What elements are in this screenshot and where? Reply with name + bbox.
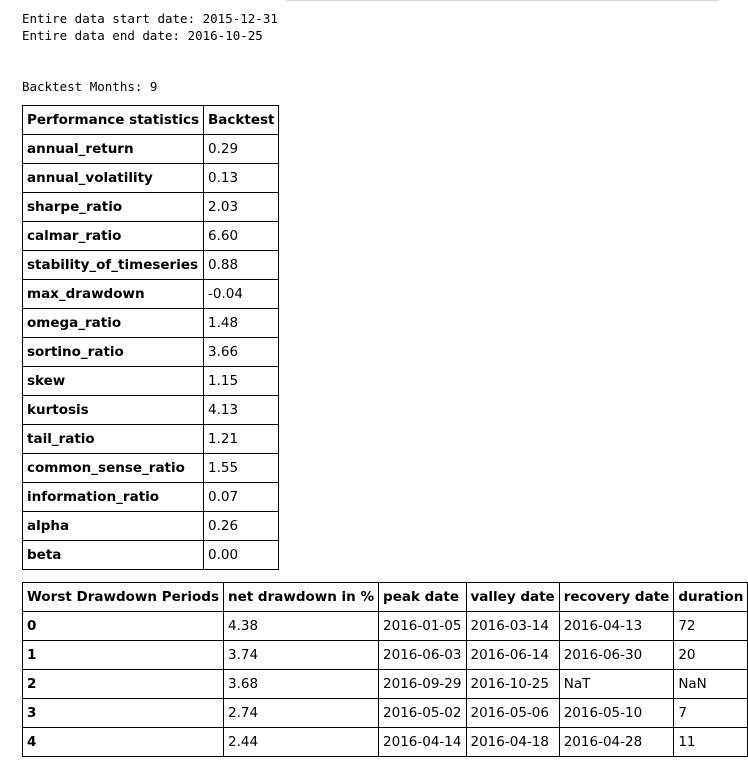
column-header-peak-date: peak date	[379, 583, 466, 612]
table-row	[23, 251, 279, 280]
table-row	[23, 222, 279, 251]
performance-statistics-table	[22, 105, 279, 570]
stat-name-cell: calmar_ratio	[23, 222, 204, 251]
period-index-cell: 1	[23, 641, 224, 670]
stat-name-cell: common_sense_ratio	[23, 454, 204, 483]
net-drawdown-cell: 2.74	[224, 699, 379, 728]
table-row	[23, 396, 279, 425]
net-drawdown-cell: 2.44	[224, 728, 379, 757]
output-cell-top-border	[286, 0, 719, 3]
stat-value-cell: 0.29	[204, 135, 279, 164]
table-row	[23, 367, 279, 396]
stat-name-cell: sortino_ratio	[23, 338, 204, 367]
table-row	[23, 541, 279, 570]
stat-name-cell: skew	[23, 367, 204, 396]
duration-cell: NaN	[674, 670, 748, 699]
peak-date-cell: 2016-05-02	[379, 699, 466, 728]
stat-name-cell: kurtosis	[23, 396, 204, 425]
peak-date-cell: 2016-06-03	[379, 641, 466, 670]
recovery-date-cell: 2016-04-13	[559, 612, 674, 641]
table-row	[23, 670, 748, 699]
stat-value-cell: 0.00	[204, 541, 279, 570]
stat-value-cell: 0.07	[204, 483, 279, 512]
stat-value-cell: 3.66	[204, 338, 279, 367]
valley-date-cell: 2016-04-18	[466, 728, 559, 757]
table-row	[23, 454, 279, 483]
duration-cell: 11	[674, 728, 748, 757]
stat-name-cell: max_drawdown	[23, 280, 204, 309]
column-header-valley-date: valley date	[466, 583, 559, 612]
worst-drawdown-periods-table	[22, 582, 748, 757]
stat-value-cell: 6.60	[204, 222, 279, 251]
stat-value-cell: 0.13	[204, 164, 279, 193]
stat-value-cell: 0.26	[204, 512, 279, 541]
table-row	[23, 728, 748, 757]
stat-value-cell: -0.04	[204, 280, 279, 309]
column-header-backtest: Backtest	[204, 106, 279, 135]
peak-date-cell: 2016-09-29	[379, 670, 466, 699]
net-drawdown-cell: 3.68	[224, 670, 379, 699]
stat-value-cell: 1.55	[204, 454, 279, 483]
peak-date-cell: 2016-04-14	[379, 728, 466, 757]
duration-cell: 7	[674, 699, 748, 728]
table-row	[23, 425, 279, 454]
stat-value-cell: 2.03	[204, 193, 279, 222]
table-row	[23, 483, 279, 512]
recovery-date-cell: NaT	[559, 670, 674, 699]
table-row	[23, 193, 279, 222]
valley-date-cell: 2016-10-25	[466, 670, 559, 699]
duration-cell: 72	[674, 612, 748, 641]
duration-cell: 20	[674, 641, 748, 670]
stat-value-cell: 0.88	[204, 251, 279, 280]
stat-name-cell: omega_ratio	[23, 309, 204, 338]
stat-value-cell: 1.48	[204, 309, 279, 338]
column-header-performance-statistics: Performance statistics	[23, 106, 204, 135]
column-header-worst-drawdown-periods: Worst Drawdown Periods	[23, 583, 224, 612]
table-header-row	[23, 583, 748, 612]
table-row	[23, 699, 748, 728]
stat-name-cell: beta	[23, 541, 204, 570]
stat-name-cell: sharpe_ratio	[23, 193, 204, 222]
valley-date-cell: 2016-06-14	[466, 641, 559, 670]
net-drawdown-cell: 3.74	[224, 641, 379, 670]
period-index-cell: 2	[23, 670, 224, 699]
column-header-recovery-date: recovery date	[559, 583, 674, 612]
table-row	[23, 280, 279, 309]
stat-value-cell: 1.21	[204, 425, 279, 454]
valley-date-cell: 2016-05-06	[466, 699, 559, 728]
table-row	[23, 641, 748, 670]
valley-date-cell: 2016-03-14	[466, 612, 559, 641]
stat-name-cell: information_ratio	[23, 483, 204, 512]
data-end-date-text: Entire data end date: 2016-10-25	[22, 28, 263, 43]
table-row	[23, 512, 279, 541]
stat-value-cell: 4.13	[204, 396, 279, 425]
net-drawdown-cell: 4.38	[224, 612, 379, 641]
backtest-months-text: Backtest Months: 9	[22, 79, 158, 94]
stat-name-cell: stability_of_timeseries	[23, 251, 204, 280]
period-index-cell: 0	[23, 612, 224, 641]
table-row	[23, 612, 748, 641]
recovery-date-cell: 2016-05-10	[559, 699, 674, 728]
peak-date-cell: 2016-01-05	[379, 612, 466, 641]
recovery-date-cell: 2016-06-30	[559, 641, 674, 670]
table-header-row	[23, 106, 279, 135]
stat-name-cell: annual_return	[23, 135, 204, 164]
table-row	[23, 164, 279, 193]
stat-name-cell: alpha	[23, 512, 204, 541]
stat-value-cell: 1.15	[204, 367, 279, 396]
column-header-net-drawdown: net drawdown in %	[224, 583, 379, 612]
period-index-cell: 4	[23, 728, 224, 757]
table-row	[23, 135, 279, 164]
stat-name-cell: tail_ratio	[23, 425, 204, 454]
stat-name-cell: annual_volatility	[23, 164, 204, 193]
data-start-date-text: Entire data start date: 2015-12-31	[22, 11, 278, 26]
period-index-cell: 3	[23, 699, 224, 728]
table-row	[23, 338, 279, 367]
recovery-date-cell: 2016-04-28	[559, 728, 674, 757]
table-row	[23, 309, 279, 338]
column-header-duration: duration	[674, 583, 748, 612]
